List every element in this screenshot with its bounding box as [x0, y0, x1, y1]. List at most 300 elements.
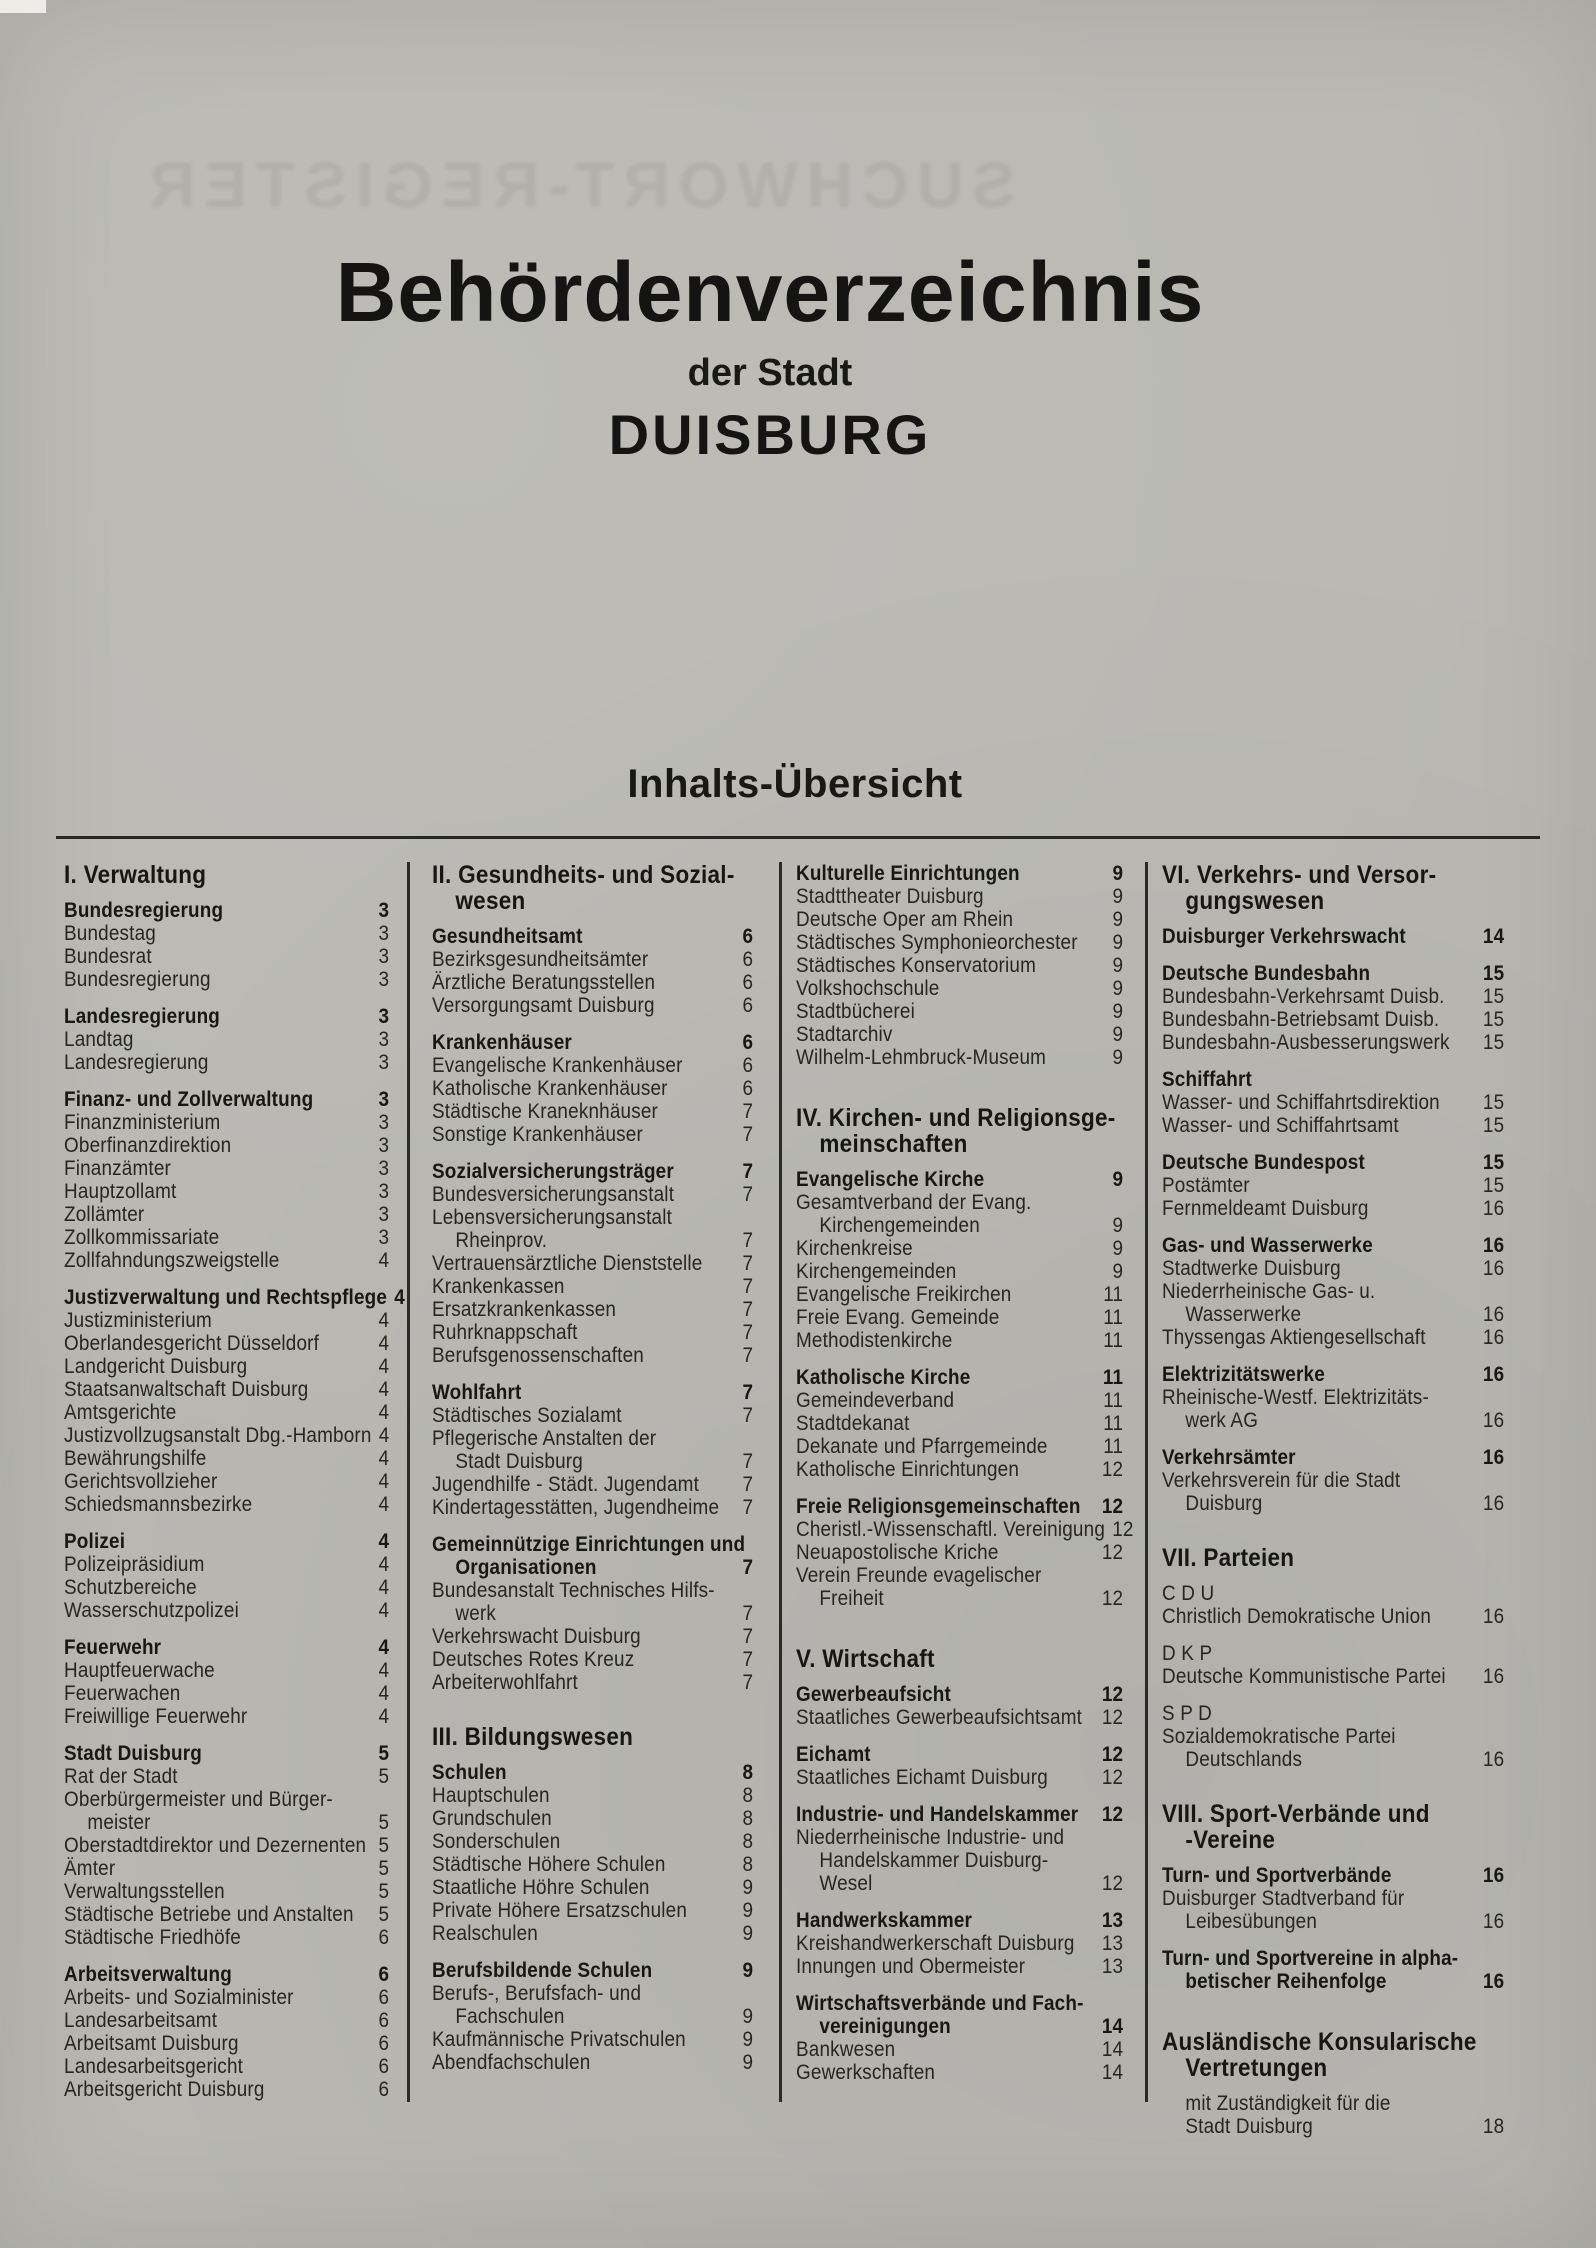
toc-entry	[64, 1111, 389, 1134]
entry-page-number: 9	[1112, 885, 1124, 908]
toc-group	[1162, 1864, 1504, 1933]
toc-entry	[64, 1286, 406, 1309]
entry-label: Abendfachschulen	[432, 2051, 591, 2074]
entry-label: Städtisches Konservatorium	[796, 954, 1036, 977]
section-heading-line: III. Bildungswesen	[432, 1723, 634, 1751]
entry-page-number: 3	[378, 1226, 390, 1249]
entry-page-number: 3	[378, 1180, 390, 1203]
toc-entry-row	[432, 1922, 753, 1945]
toc-entry-row	[64, 1134, 389, 1157]
entry-label: Wasserschutzpolizei	[64, 1599, 239, 1622]
toc-entry-row	[432, 1602, 753, 1625]
entry-page-number: 16	[1482, 1665, 1505, 1688]
entry-label: mit Zuständigkeit für die	[1185, 2092, 1391, 2115]
entry-page-number: 12	[1112, 1518, 1134, 1541]
toc-entry	[64, 2009, 389, 2032]
entry-page-number: 6	[378, 2078, 390, 2101]
section-heading-line: wesen	[455, 887, 526, 915]
toc-entry-row	[432, 1077, 753, 1100]
entry-page-number: 4	[378, 1249, 390, 1272]
entry-page-number: 5	[378, 1765, 390, 1788]
toc-entry-row	[432, 1533, 753, 1556]
toc-group	[1162, 1446, 1504, 1515]
toc-entry	[432, 1671, 753, 1694]
toc-entry	[1162, 1469, 1504, 1515]
toc-entry-row	[1162, 1492, 1504, 1515]
toc-entry-row	[64, 1926, 389, 1949]
entry-label: Postämter	[1162, 1174, 1250, 1197]
toc-group	[1162, 962, 1504, 1054]
entry-label: Wasserwerke	[1185, 1303, 1302, 1326]
toc-entry-row	[64, 1811, 389, 1834]
section-heading	[1162, 1801, 1504, 1853]
toc-entry	[796, 1743, 1123, 1766]
toc-entry	[64, 1470, 389, 1493]
entry-label: Katholische Einrichtungen	[796, 1458, 1020, 1481]
entry-page-number: 15	[1482, 962, 1505, 985]
entry-label: Oberbürgermeister und Bürger-	[64, 1788, 333, 1811]
entry-page-number: 15	[1482, 1008, 1505, 1031]
entry-page-number: 7	[742, 1381, 754, 1404]
entry-page-number: 14	[1101, 2038, 1124, 2061]
toc-entry	[64, 1309, 389, 1332]
entry-page-number: 9	[742, 2028, 754, 2051]
entry-label: Duisburger Verkehrswacht	[1162, 925, 1406, 948]
document-subtitle: der Stadt	[687, 352, 853, 394]
toc-entry-row	[432, 1556, 753, 1579]
toc-entry-row	[1162, 2092, 1504, 2115]
entry-label: Turn- und Sportvereine in alpha-	[1162, 1947, 1459, 1970]
toc-entry	[64, 1963, 389, 1986]
toc-entry	[1162, 925, 1504, 948]
toc-entry	[796, 1435, 1123, 1458]
entry-label: Krankenhäuser	[432, 1031, 572, 1054]
entry-label: S P D	[1162, 1702, 1212, 1725]
entry-page-number: 9	[742, 1876, 754, 1899]
entry-label: Hauptschulen	[432, 1784, 550, 1807]
toc-entry	[432, 1100, 753, 1123]
toc-group	[64, 1636, 389, 1728]
entry-label: Feuerwehr	[64, 1636, 162, 1659]
toc-entry	[64, 1157, 389, 1180]
entry-page-number: 6	[378, 1986, 390, 2009]
entry-page-number: 15	[1482, 1114, 1505, 1137]
entry-page-number: 14	[1101, 2015, 1124, 2038]
toc-entry-row	[432, 1381, 753, 1404]
toc-entry	[1162, 1605, 1504, 1628]
toc-entry	[64, 899, 389, 922]
entry-page-number: 6	[378, 1963, 390, 1986]
entry-page-number: 8	[742, 1807, 754, 1830]
entry-page-number: 9	[742, 1899, 754, 1922]
entry-label: Rheinische-Westf. Elektrizitäts-	[1162, 1386, 1429, 1409]
entry-page-number: 15	[1482, 1031, 1505, 1054]
entry-label: Freiwillige Feuerwehr	[64, 1705, 248, 1728]
toc-entry-row	[796, 1849, 1123, 1872]
toc-entry-row	[432, 1183, 753, 1206]
toc-entry-row	[432, 1959, 753, 1982]
toc-entry	[796, 885, 1123, 908]
toc-entry	[432, 2028, 753, 2051]
entry-label: Deutsches Rotes Kreuz	[432, 1648, 635, 1671]
toc-entry-row	[432, 1275, 753, 1298]
entry-page-number: 9	[1112, 954, 1124, 977]
entry-page-number: 11	[1102, 1366, 1124, 1389]
toc-entry	[432, 1533, 753, 1579]
toc-group	[432, 1031, 753, 1146]
entry-page-number: 16	[1482, 1864, 1505, 1887]
toc-column-content	[432, 862, 753, 2074]
toc-group	[1162, 1642, 1504, 1688]
entry-label: Arbeits- und Sozialminister	[64, 1986, 294, 2009]
entry-label: Städtisches Symphonieorchester	[796, 931, 1078, 954]
toc-entry-row	[1162, 2115, 1504, 2138]
toc-entry	[1162, 2092, 1504, 2138]
entry-label: Landesregierung	[64, 1005, 221, 1028]
entry-page-number: 11	[1103, 1412, 1124, 1435]
entry-page-number: 15	[1482, 1151, 1505, 1174]
entry-page-number: 4	[378, 1378, 390, 1401]
entry-page-number: 15	[1482, 1174, 1505, 1197]
toc-entry-row	[1162, 962, 1504, 985]
entry-page-number: 6	[378, 2009, 390, 2032]
entry-label: Bundestag	[64, 922, 156, 945]
toc-entry-row	[1162, 1151, 1504, 1174]
toc-entry-row	[1162, 1234, 1504, 1257]
toc-entry	[64, 1857, 389, 1880]
toc-entry-row	[64, 1963, 389, 1986]
toc-entry	[64, 1447, 389, 1470]
entry-label: Bundesbahn-Verkehrsamt Duisb.	[1162, 985, 1445, 1008]
section-heading-line: VII. Parteien	[1162, 1544, 1295, 1572]
toc-group	[64, 1963, 389, 2101]
section-heading	[432, 1724, 753, 1750]
toc-entry	[432, 1784, 753, 1807]
toc-entry	[432, 1959, 753, 1982]
entry-label: Evangelische Freikirchen	[796, 1283, 1012, 1306]
entry-label: Schutzbereiche	[64, 1576, 197, 1599]
toc-entry-row	[432, 1229, 753, 1252]
section-heading	[796, 1105, 1123, 1157]
toc-entry-row	[796, 931, 1123, 954]
toc-entry-row	[64, 1332, 389, 1355]
toc-entry	[1162, 1947, 1504, 1993]
entry-label: Turn- und Sportverbände	[1162, 1864, 1392, 1887]
entry-label: Städtisches Sozialamt	[432, 1404, 622, 1427]
toc-entry-row	[1162, 985, 1504, 1008]
toc-entry-row	[432, 2005, 753, 2028]
entry-label: Methodistenkirche	[796, 1329, 953, 1352]
toc-entry-row	[796, 1683, 1123, 1706]
toc-column-2	[410, 862, 782, 2102]
toc-column-4	[1148, 861, 1510, 2138]
toc-entry	[1162, 1280, 1504, 1326]
entry-label: Duisburg	[1185, 1492, 1263, 1515]
toc-entry	[796, 1564, 1123, 1610]
toc-entry-row	[64, 1765, 389, 1788]
toc-entry	[64, 1028, 389, 1051]
toc-entry-row	[432, 1830, 753, 1853]
toc-entry-row	[796, 2061, 1123, 2084]
toc-entry	[796, 954, 1123, 977]
showthrough-text-mirrored: SUCHWORT-REGISTER	[140, 149, 1015, 221]
entry-label: meister	[87, 1811, 151, 1834]
entry-page-number: 16	[1482, 1605, 1505, 1628]
entry-page-number: 7	[742, 1123, 754, 1146]
toc-entry	[64, 1903, 389, 1926]
toc-entry	[64, 1401, 389, 1424]
entry-label: Justizministerium	[64, 1309, 212, 1332]
toc-group	[1162, 2092, 1504, 2138]
entry-page-number: 3	[378, 1005, 390, 1028]
entry-label: Volkshochschule	[796, 977, 940, 1000]
entry-label: Finanzministerium	[64, 1111, 221, 1134]
entry-page-number: 11	[1103, 1283, 1124, 1306]
entry-page-number: 9	[1112, 862, 1124, 885]
toc-entry	[64, 1659, 389, 1682]
toc-entry-row	[1162, 925, 1504, 948]
entry-page-number: 4	[378, 1355, 390, 1378]
toc-entry	[432, 1031, 753, 1054]
section-heading-line: -Vereine	[1185, 1826, 1276, 1854]
toc-entry-row	[432, 1853, 753, 1876]
entry-page-number: 4	[378, 1530, 390, 1553]
entry-label: Kulturelle Einrichtungen	[796, 862, 1020, 885]
toc-entry	[796, 1306, 1123, 1329]
section-heading	[64, 862, 389, 888]
entry-label: Sozialdemokratische Partei	[1162, 1725, 1396, 1748]
entry-label: Landesarbeitsgericht	[64, 2055, 244, 2078]
entry-page-number: 12	[1101, 1541, 1124, 1564]
entry-label: Deutsche Bundespost	[1162, 1151, 1365, 1174]
toc-entry	[64, 1742, 389, 1765]
entry-page-number: 9	[1112, 908, 1124, 931]
toc-entry	[64, 1705, 389, 1728]
toc-entry-row	[432, 1671, 753, 1694]
entry-label: Katholische Krankenhäuser	[432, 1077, 668, 1100]
entry-label: Zollkommissariate	[64, 1226, 220, 1249]
toc-entry-row	[1162, 1363, 1504, 1386]
entry-label: Arbeitsverwaltung	[64, 1963, 232, 1986]
entry-page-number: 6	[742, 1077, 754, 1100]
toc-entry	[64, 1332, 389, 1355]
entry-label: Zollfahndungszweigstelle	[64, 1249, 280, 1272]
entry-label: Gemeinnützige Einrichtungen und	[432, 1533, 746, 1556]
entry-label: Oberlandesgericht Düsseldorf	[64, 1332, 320, 1355]
toc-entry	[64, 2078, 389, 2101]
entry-label: Feuerwachen	[64, 1682, 181, 1705]
toc-entry	[796, 1237, 1123, 1260]
entry-label: Cheristl.-Wissenschaftl. Vereinigung	[796, 1518, 1106, 1541]
toc-group	[1162, 1363, 1504, 1432]
toc-entry-row	[1162, 1582, 1504, 1605]
toc-entry	[796, 1706, 1123, 1729]
toc-entry-row	[796, 1168, 1123, 1191]
toc-entry	[1162, 1151, 1504, 1174]
toc-entry-row	[432, 1473, 753, 1496]
entry-label: Niederrheinische Gas- u.	[1162, 1280, 1376, 1303]
entry-label: Oberstadtdirektor und Dezernenten	[64, 1834, 367, 1857]
entry-page-number: 7	[742, 1671, 754, 1694]
toc-entry	[432, 1982, 753, 2028]
entry-page-number: 7	[742, 1100, 754, 1123]
entry-label: betischer Reihenfolge	[1185, 1970, 1387, 1993]
section-heading-line: I. Verwaltung	[64, 861, 207, 889]
toc-entry-row	[432, 1321, 753, 1344]
entry-label: Kirchengemeinden	[819, 1214, 980, 1237]
entry-label: Lebensversicherungsanstalt	[432, 1206, 673, 1229]
entry-page-number: 14	[1101, 2061, 1124, 2084]
toc-entry	[1162, 1702, 1504, 1725]
entry-label: Versorgungsamt Duisburg	[432, 994, 655, 1017]
entry-label: Industrie- und Handelskammer	[796, 1803, 1079, 1826]
entry-page-number: 16	[1482, 1257, 1505, 1280]
toc-entry	[432, 1876, 753, 1899]
toc-entry-row	[1162, 1303, 1504, 1326]
toc-entry-row	[432, 1344, 753, 1367]
toc-entry	[432, 1648, 753, 1671]
entry-page-number: 5	[378, 1742, 390, 1765]
toc-entry-row	[796, 1518, 1134, 1541]
toc-entry-row	[432, 1206, 753, 1229]
toc-entry-row	[432, 1100, 753, 1123]
entry-page-number: 4	[378, 1636, 390, 1659]
toc-group	[64, 1742, 389, 1949]
entry-page-number: 3	[378, 899, 390, 922]
toc-entry-row	[796, 1541, 1123, 1564]
entry-label: Justizverwaltung und Rechtspflege	[64, 1286, 388, 1309]
entry-label: Berufsgenossenschaften	[432, 1344, 645, 1367]
entry-page-number: 4	[378, 1493, 390, 1516]
toc-group	[796, 1683, 1123, 1729]
entry-label: Bankwesen	[796, 2038, 896, 2061]
entry-page-number: 7	[742, 1625, 754, 1648]
toc-entry	[796, 2061, 1123, 2084]
toc-entry-row	[432, 2028, 753, 2051]
toc-entry	[432, 1427, 753, 1473]
entry-page-number: 6	[742, 1054, 754, 1077]
toc-entry-row	[432, 1054, 753, 1077]
entry-label: Dekanate und Pfarrgemeinde	[796, 1435, 1048, 1458]
toc-entry-row	[64, 2078, 389, 2101]
section-heading-line: meinschaften	[819, 1130, 968, 1158]
toc-entry-row	[796, 885, 1123, 908]
entry-label: Stadt Duisburg	[455, 1450, 583, 1473]
toc-entry	[432, 1807, 753, 1830]
entry-page-number: 16	[1482, 1409, 1505, 1432]
entry-page-number: 9	[1112, 1023, 1124, 1046]
toc-entry	[432, 1830, 753, 1853]
entry-label: Gas- und Wasserwerke	[1162, 1234, 1373, 1257]
entry-label: Finanzämter	[64, 1157, 172, 1180]
entry-label: Stadtbücherei	[796, 1000, 915, 1023]
toc-entry	[1162, 1326, 1504, 1349]
entry-page-number: 4	[378, 1447, 390, 1470]
toc-entry	[796, 1023, 1123, 1046]
entry-page-number: 4	[378, 1424, 390, 1447]
toc-entry-row	[796, 2038, 1123, 2061]
section-heading	[432, 862, 753, 914]
entry-page-number: 9	[742, 1959, 754, 1982]
toc-entry-row	[1162, 1864, 1504, 1887]
toc-entry-row	[1162, 1197, 1504, 1220]
toc-entry-row	[64, 1470, 389, 1493]
toc-entry-row	[1162, 1887, 1504, 1910]
toc-entry-row	[796, 2015, 1123, 2038]
toc-column-3	[782, 862, 1148, 2102]
toc-entry	[64, 1134, 389, 1157]
toc-group	[432, 1160, 753, 1367]
entry-label: Landesregierung	[64, 1051, 209, 1074]
toc-entry-row	[432, 1899, 753, 1922]
toc-entry-row	[796, 908, 1123, 931]
toc-entry	[796, 1992, 1123, 2038]
toc-entry	[1162, 1665, 1504, 1688]
toc-entry-row	[1162, 1386, 1504, 1409]
toc-entry-row	[64, 1203, 389, 1226]
toc-group	[432, 925, 753, 1017]
toc-group	[796, 1495, 1134, 1610]
toc-entry	[432, 1579, 753, 1625]
toc-entry-row	[432, 1648, 753, 1671]
entry-page-number: 16	[1482, 1234, 1505, 1257]
toc-entry-row	[1162, 1910, 1504, 1933]
entry-page-number: 7	[742, 1275, 754, 1298]
entry-label: Wasser- und Schiffahrtsamt	[1162, 1114, 1399, 1137]
toc-entry-row	[796, 1260, 1123, 1283]
entry-page-number: 4	[378, 1332, 390, 1355]
document-title: Behördenverzeichnis	[335, 245, 1205, 339]
toc-entry-row	[64, 945, 389, 968]
section-heading-line: IV. Kirchen- und Religionsge-	[796, 1104, 1116, 1132]
entry-label: Bewährungshilfe	[64, 1447, 207, 1470]
toc-entry-row	[432, 1160, 753, 1183]
entry-page-number: 4	[378, 1659, 390, 1682]
entry-page-number: 9	[1112, 1214, 1124, 1237]
entry-page-number: 9	[1112, 1000, 1124, 1023]
toc-entry-row	[1162, 1605, 1504, 1628]
entry-page-number: 4	[378, 1401, 390, 1424]
toc-entry	[796, 977, 1123, 1000]
toc-entry-row	[796, 1046, 1123, 1069]
toc-entry-row	[432, 2051, 753, 2074]
toc-entry	[796, 1518, 1134, 1541]
section-heading-line: VI. Verkehrs- und Versor-	[1162, 861, 1437, 889]
toc-entry-row	[796, 1587, 1123, 1610]
entry-page-number: 9	[742, 1922, 754, 1945]
section-heading	[796, 1646, 1123, 1672]
entry-label: Gesamtverband der Evang.	[796, 1191, 1032, 1214]
entry-label: Zollämter	[64, 1203, 145, 1226]
entry-label: Justizvollzugsanstalt Dbg.-Hamborn	[64, 1424, 372, 1447]
toc-entry	[1162, 1887, 1504, 1933]
entry-page-number: 4	[378, 1470, 390, 1493]
entry-page-number: 4	[378, 1682, 390, 1705]
entry-label: Private Höhere Ersatzschulen	[432, 1899, 688, 1922]
toc-entry	[432, 2051, 753, 2074]
toc-entry-row	[64, 1682, 389, 1705]
toc-entry	[796, 1766, 1123, 1789]
toc-entry-row	[432, 1579, 753, 1602]
toc-entry	[796, 1955, 1123, 1978]
toc-entry-row	[64, 1249, 389, 1272]
entry-label: Rat der Stadt	[64, 1765, 178, 1788]
entry-page-number: 5	[378, 1811, 390, 1834]
entry-label: Evangelische Kirche	[796, 1168, 985, 1191]
toc-entry	[432, 1160, 753, 1183]
toc-entry	[796, 1495, 1123, 1518]
toc-group	[1162, 925, 1504, 948]
